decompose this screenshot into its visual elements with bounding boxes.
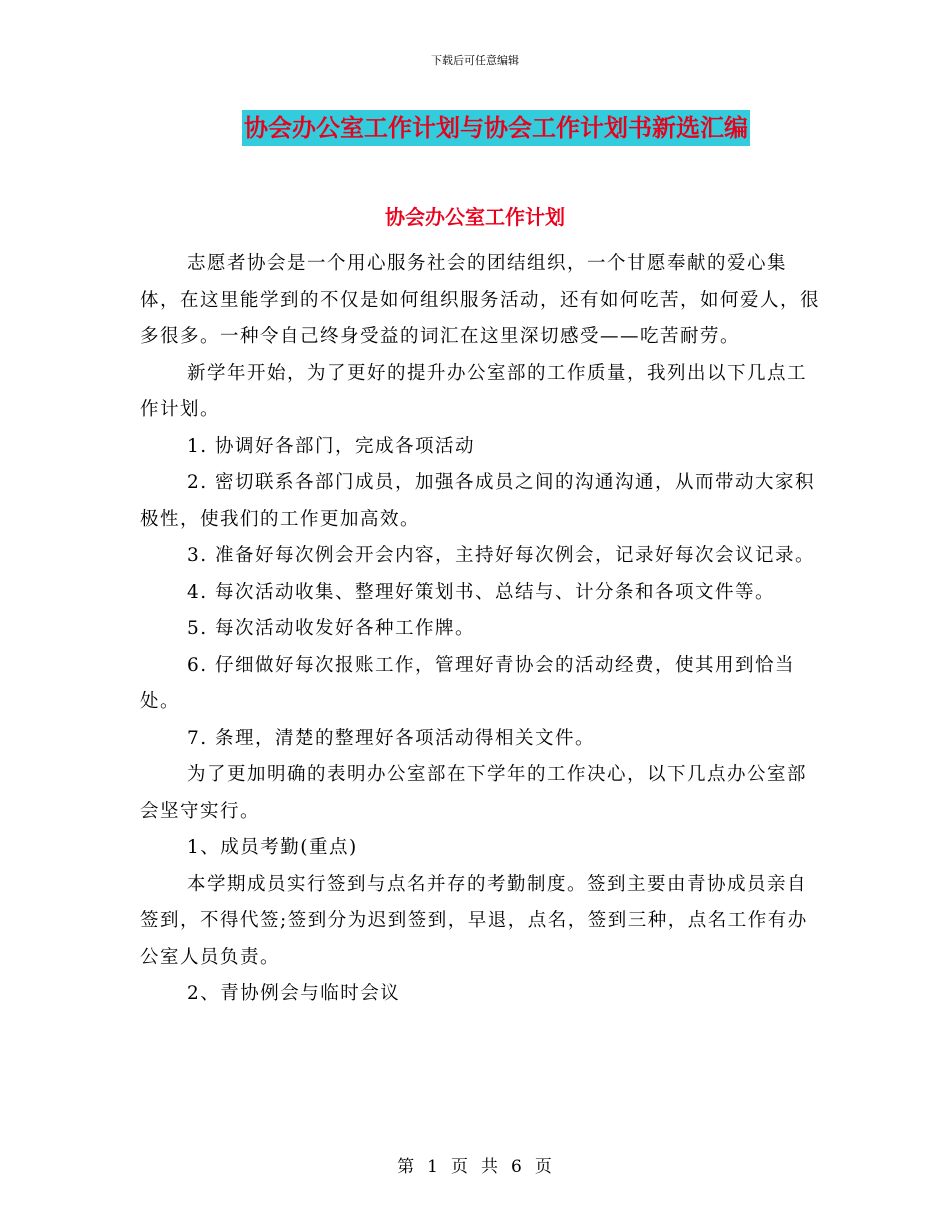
footer-page-unit: 页 (451, 1157, 469, 1177)
footer-total-pages: 6 (511, 1157, 523, 1177)
footer-total-unit: 页 (534, 1157, 553, 1177)
paragraph-commitment: 为了更加明确的表明办公室部在下学年的工作决心，以下几点办公室部会坚守实行。 (140, 764, 808, 822)
footer-page-number: 1 (427, 1157, 439, 1177)
plan-item-1: 1. 协调好各部门，完成各项活动 (187, 435, 476, 457)
heading-attendance: 1、成员考勤(重点) (187, 837, 358, 858)
paragraph-intro: 志愿者协会是一个用心服务社会的团结组织，一个甘愿奉献的爱心集体，在这里能学到的不仅是如何组织服务活动，还有如何吃苦，如何爱人，很多很多。一种令自己终身受益的词汇在这里深切感受——吃苦耐劳。 (140, 253, 821, 347)
heading-meetings: 2、青协例会与临时会议 (187, 983, 401, 1004)
section-title: 协会办公室工作计划 (385, 205, 565, 229)
title-container (0, 110, 950, 146)
page-footer (0, 1152, 950, 1177)
plan-item-3: 3. 准备好每次例会开会内容，主持好每次例会，记录好每次会议记录。 (187, 545, 816, 566)
plan-item-6: 6. 仔细做好每次报账工作，管理好青协会的活动经费，使其用到恰当处。 (140, 654, 796, 712)
footer-prefix: 第 (397, 1157, 416, 1177)
plan-item-2: 2. 密切联系各部门成员，加强各成员之间的沟通沟通，从而带动大家积极性，使我们的工作更加高效。 (140, 472, 816, 530)
paragraph-plan-intro: 新学年开始，为了更好的提升办公室部的工作质量，我列出以下几点工作计划。 (140, 362, 808, 420)
document-title: 协会办公室工作计划与协会工作计划书新选汇编 (242, 110, 750, 146)
document-body (140, 246, 820, 1013)
plan-item-4: 4. 每次活动收集、整理好策划书、总结与、计分条和各项文件等。 (187, 581, 776, 603)
paragraph-attendance: 本学期成员实行签到与点名并存的考勤制度。签到主要由青协成员亲自签到，不得代签;签到分为迟到签到，早退，点名，签到三种，点名工作有办公室人员负责。 (140, 873, 808, 968)
footer-total-prefix: 共 (481, 1157, 499, 1177)
header-note: 下载后可任意编辑 (431, 54, 519, 67)
plan-item-5: 5. 每次活动收发好各种工作牌。 (187, 618, 476, 639)
plan-item-7: 7. 条理，清楚的整理好各项活动得相关文件。 (187, 727, 596, 749)
